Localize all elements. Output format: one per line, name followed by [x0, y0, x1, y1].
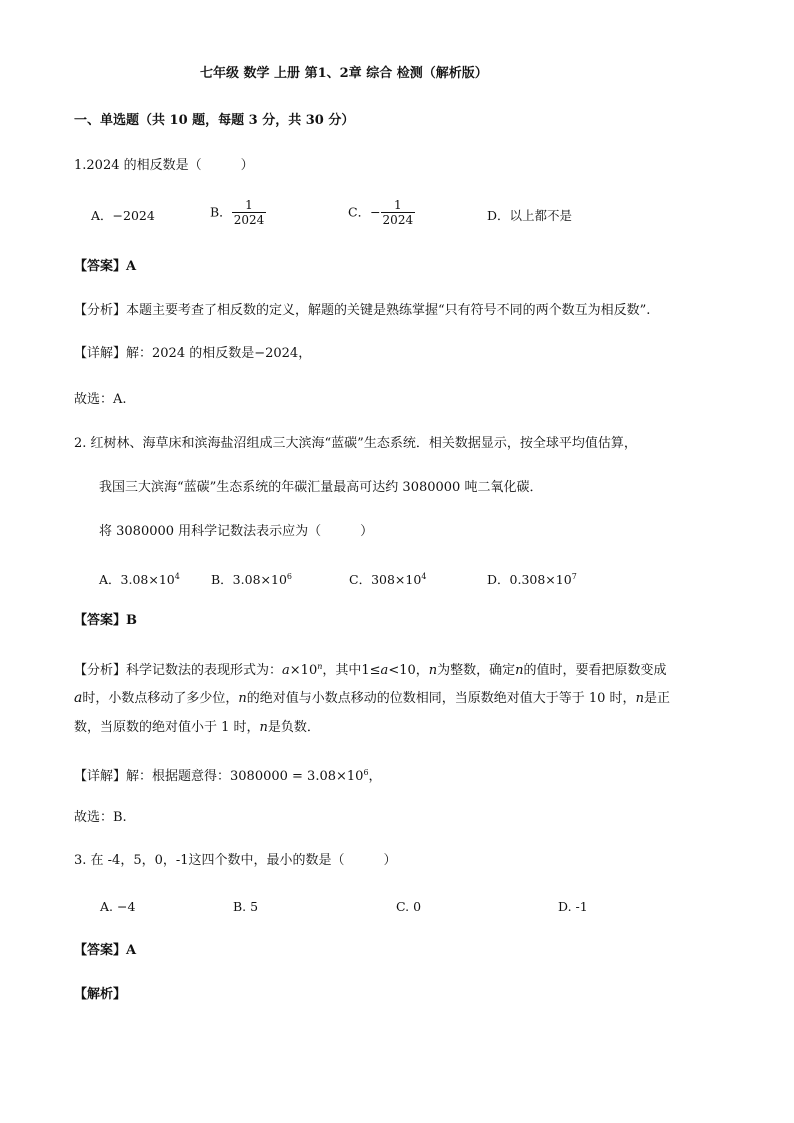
- q1-option-b-numerator: 1: [245, 198, 253, 212]
- q2-option-c-base: C．308×10: [349, 572, 422, 587]
- q3-option-a: A. −4: [100, 899, 136, 914]
- q2-choose: 故选：B.: [74, 810, 127, 825]
- q2-analysis-text: 是正: [643, 691, 670, 706]
- q1-stem: 1.2024 的相反数是（ ）: [74, 158, 254, 173]
- q2-stem-line2: 我国三大滨海“蓝碳”生态系统的年碳汇量最高可达约 3080000 吨二氧化碳．: [99, 480, 543, 495]
- q2-analysis-line2: [74, 689, 670, 708]
- q2-option-c-exponent: 4: [421, 572, 427, 581]
- q2-analysis-text: 的值时，要看把原数变成: [523, 663, 667, 678]
- q2-analysis-line3: [74, 719, 320, 737]
- q1-option-b-denominator: 2024: [233, 213, 265, 227]
- var-a: a: [380, 663, 389, 678]
- q1-option-a: A．−2024: [91, 208, 155, 223]
- q2-analysis-text: 的绝对值与小数点移动的位数相同，当原数绝对值大于等于 10 时，: [246, 691, 636, 706]
- q2-stem-line3: 将 3080000 用科学记数法表示应为（ ）: [99, 524, 374, 539]
- q1-option-c-denominator: 2024: [382, 213, 414, 227]
- q2-option-b-base: B．3.08×10: [211, 572, 287, 587]
- q1-answer: 【答案】A: [74, 259, 137, 274]
- q3-stem: 3. 在 -4，5，0，-1这四个数中，最小的数是（ ）: [74, 853, 397, 868]
- q1-analysis: 【分析】本题主要考查了相反数的定义，解题的关键是熟练掌握“只有符号不同的两个数互为相反数”.: [74, 303, 651, 318]
- q2-stem-line1: 2. 红树林、海草床和滨海盐沼组成三大滨海“蓝碳”生态系统．相关数据显示，按全球平均值估算，: [74, 436, 637, 451]
- q2-detail-text: 【详解】解：根据题意得：3080000 = 3.08×10: [74, 769, 364, 784]
- q2-analysis-text: 【分析】科学记数法的表现形式为：: [74, 663, 283, 678]
- section-heading: 一、单选题（共 10 题，每题 3 分，共 30 分）: [74, 113, 355, 128]
- q1-choose: 故选：A.: [74, 392, 127, 407]
- q2-analysis-line1: [74, 658, 667, 680]
- q3-option-d: D. -1: [558, 899, 588, 914]
- var-n: n: [259, 720, 268, 735]
- q2-analysis-text: ×10: [289, 663, 318, 678]
- q1-option-c-label: C．−: [348, 204, 381, 220]
- q2-option-a: [99, 568, 180, 589]
- q1-option-c-numerator: 1: [394, 198, 402, 212]
- q3-option-b: B. 5: [233, 899, 259, 914]
- q2-option-a-base: A．3.08×10: [99, 572, 175, 587]
- q2-option-d-exponent: 7: [571, 572, 577, 581]
- var-a: a: [282, 663, 290, 678]
- q2-analysis-text: 时，小数点移动了多少位，: [82, 691, 239, 706]
- q2-option-a-exponent: 4: [174, 572, 180, 581]
- q2-option-b-exponent: 6: [286, 572, 292, 581]
- q2-analysis-text: 为整数，确定: [437, 663, 516, 678]
- var-n: n: [238, 691, 247, 706]
- document-title: 七年级 数学 上册 第1、2章 综合 检测（解析版）: [200, 66, 488, 81]
- q2-option-d-base: D．0.308×10: [487, 572, 572, 587]
- q2-option-d: [487, 568, 577, 589]
- q2-detail-text: ，: [368, 769, 382, 784]
- q2-analysis-text: 是负数．: [267, 720, 320, 735]
- var-a: a: [74, 690, 83, 706]
- q1-option-c: [348, 198, 415, 227]
- q2-analysis-text: 数，当原数的绝对值小于 1 时，: [74, 720, 260, 735]
- q1-option-b-fraction: [232, 198, 267, 227]
- q2-option-b: [211, 568, 292, 589]
- q1-option-b-label: B．: [210, 204, 232, 220]
- q2-option-c: [349, 568, 426, 589]
- var-n: n: [428, 663, 438, 678]
- q2-detail-exponent: 6: [363, 768, 369, 777]
- q3-analysis: 【解析】: [74, 987, 127, 1002]
- var-n: n: [515, 663, 524, 678]
- q1-option-d: D．以上都不是: [487, 208, 573, 223]
- q2-answer: 【答案】B: [74, 613, 137, 628]
- q3-option-c: C. 0: [396, 899, 422, 914]
- q1-detail: 【详解】解：2024 的相反数是−2024，: [74, 346, 312, 361]
- q3-answer: 【答案】A: [74, 943, 137, 958]
- q2-detail: [74, 764, 382, 786]
- q2-analysis-text: ，其中1≤: [322, 663, 381, 678]
- var-n: n: [635, 691, 644, 706]
- q2-analysis-text: <10，: [388, 663, 429, 678]
- var-n-exponent: n: [317, 662, 323, 671]
- q1-option-b: [210, 198, 266, 227]
- q1-option-c-fraction: [381, 198, 416, 227]
